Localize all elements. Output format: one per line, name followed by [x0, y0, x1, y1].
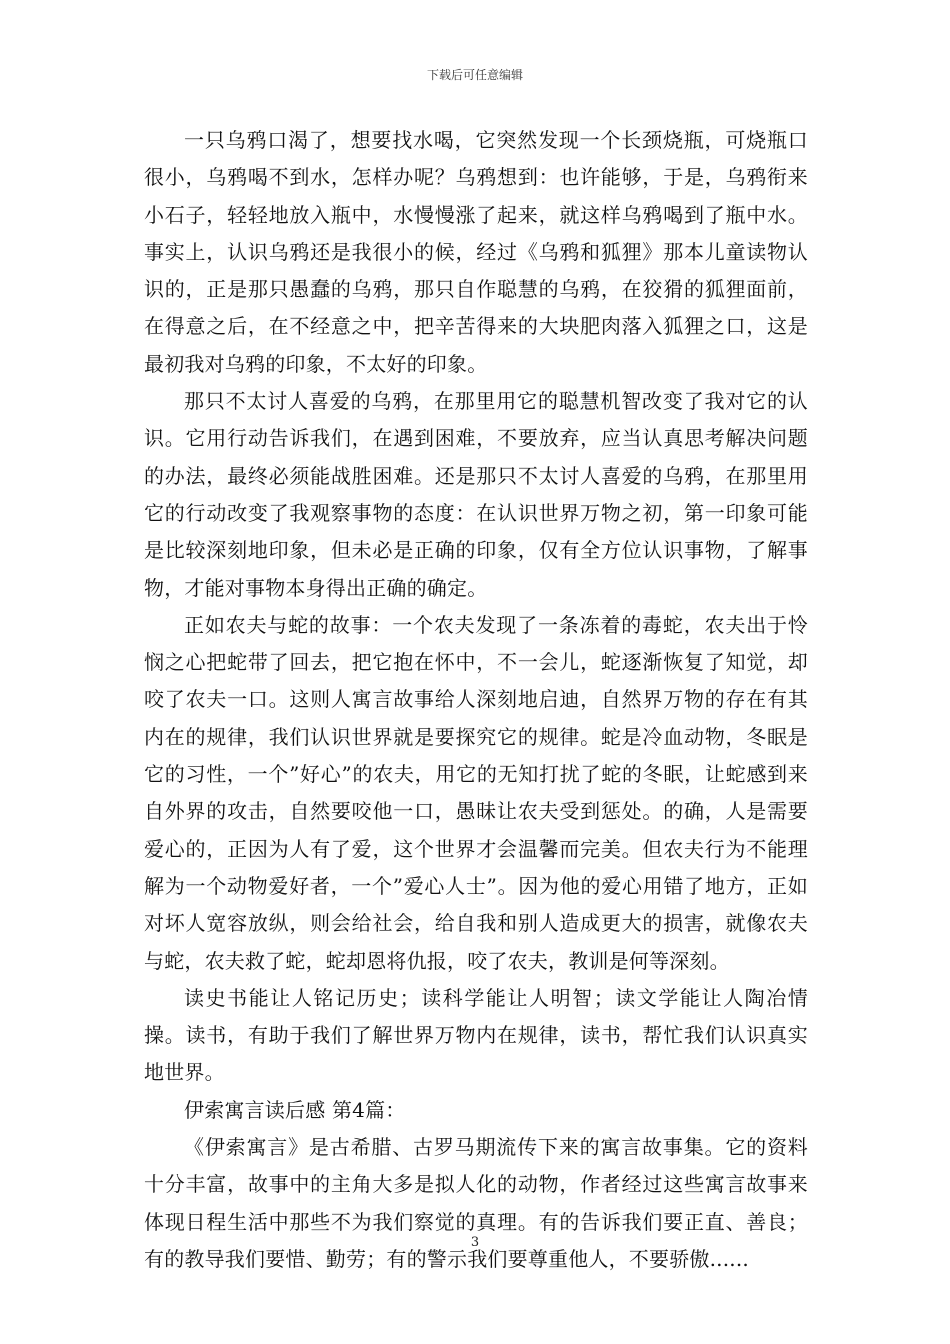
section-heading: 伊索寓言读后感 第4篇： [184, 1097, 406, 1122]
paragraph-aesop-intro: 《伊索寓言》是古希腊、古罗马期流传下来的寓言故事集。它的资料十分丰富，故事中的主角大多是拟人化的动物，作者经过这些寓言故事来体现日程生活中那些不为我们察觉的真理。有的告诉我们要正直、善良；有的教导我们要惜、勤劳；有的警示我们要尊重他人，不要骄傲...... [144, 1135, 808, 1271]
page-number: 3 [470, 1235, 480, 1250]
paragraph-reading-value: 读史书能让人铭记历史；读科学能让人明智；读文学能让人陶冶情操。读书，有助于我们了解世界万物内在规律，读书，帮忙我们认识真实地世界。 [144, 985, 808, 1085]
page-header: 下载后可任意编辑 [426, 68, 523, 82]
document-body [144, 122, 808, 1278]
paragraph-crow-reflection: 那只不太讨人喜爱的乌鸦，在那里用它的聪慧机智改变了我对它的认识。它用行动告诉我们，在遇到困难，不要放弃，应当认真思考解决问题的办法，最终必须能战胜困难。还是那只不太讨人喜爱的乌鸦，在那里用它的行动改变了我观察事物的态度：在认识世界万物之初，第一印象可能是比较深刻地印象，但未必是正确的印象，仅有全方位认识事物，了解事物，才能对事物本身得出正确的确定。 [144, 389, 808, 600]
paragraph-crow-story: 一只乌鸦口渴了，想要找水喝，它突然发现一个长颈烧瓶，可烧瓶口很小，乌鸦喝不到水，怎样办呢？乌鸦想到：也许能够，于是，乌鸦衔来小石子，轻轻地放入瓶中，水慢慢涨了起来，就这样乌鸦喝到了瓶中水。事实上，认识乌鸦还是我很小的候，经过《乌鸦和狐狸》那本儿童读物认识的，正是那只愚蠢的乌鸦，那只自作聪慧的乌鸦，在狡猾的狐狸面前，在得意之后，在不经意之中，把辛苦得来的大块肥肉落入狐狸之口，这是最初我对乌鸦的印象，不太好的印象。 [144, 128, 808, 376]
paragraph-farmer-snake: 正如农夫与蛇的故事：一个农夫发现了一条冻着的毒蛇，农夫出于怜悯之心把蛇带了回去，把它抱在怀中，不一会儿，蛇逐渐恢复了知觉，却咬了农夫一口。这则人寓言故事给人深刻地启迪，自然界万物的存在有其内在的规律，我们认识世界就是要探究它的规律。蛇是冷血动物，冬眠是它的习性，一个”好心”的农夫，用它的无知打扰了蛇的冬眠，让蛇感到来自外界的攻击，自然要咬他一口，愚昧让农夫受到惩处。的确，人是需要爱心的，正因为人有了爱，这个世界才会温馨而完美。但农夫行为不能理解为一个动物爱好者，一个”爱心人士”。因为他的爱心用错了地方，正如对坏人宽容放纵，则会给社会，给自我和别人造成更大的损害，就像农夫与蛇，农夫救了蛇，蛇却恩将仇报，咬了农夫，教训是何等深刻。 [144, 612, 808, 973]
